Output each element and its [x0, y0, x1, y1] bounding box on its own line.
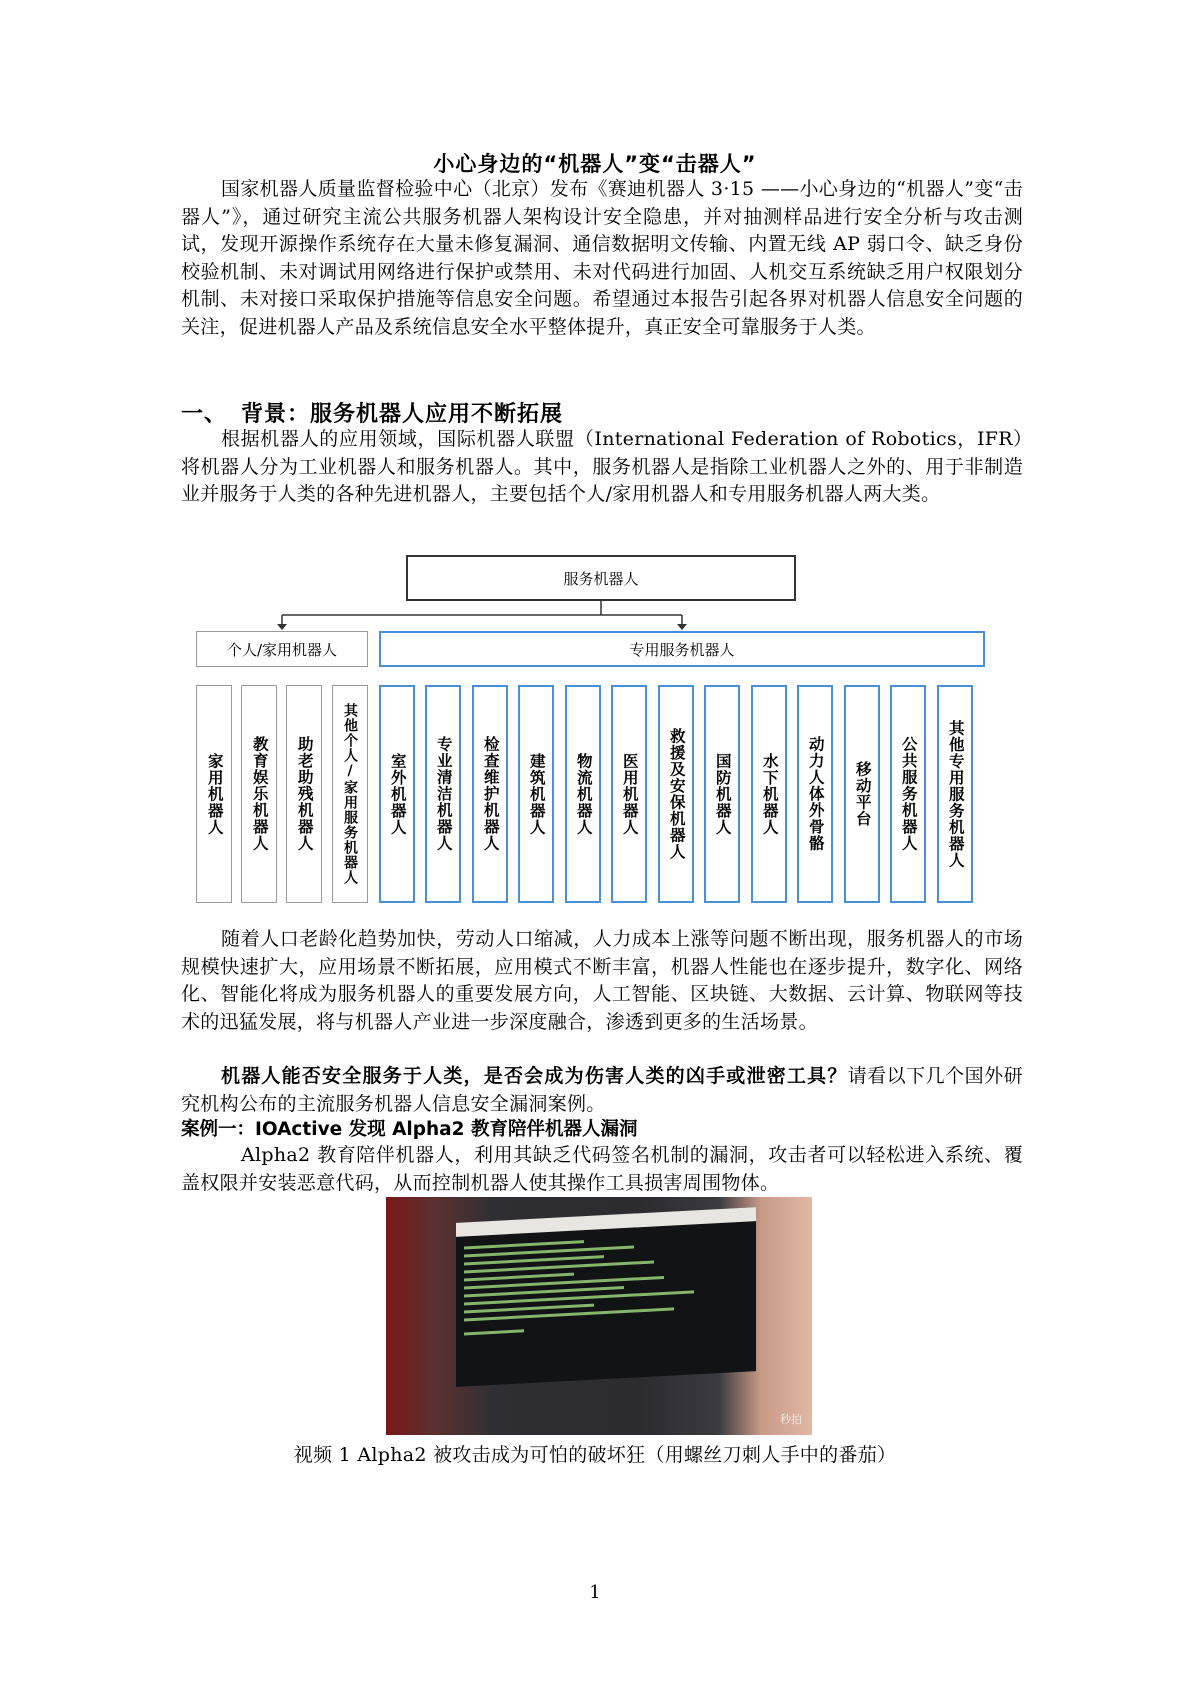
diagram-leaf: 建筑机器人	[518, 685, 554, 903]
diagram-leaf: 室外机器人	[379, 685, 415, 903]
laptop-screen	[456, 1207, 756, 1387]
diagram-leaf: 医用机器人	[611, 685, 647, 903]
case1-paragraph: Alpha2 教育陪伴机器人，利用其缺乏代码签名机制的漏洞，攻击者可以轻松进入系统、覆盖权限并安装恶意代码，从而控制机器人使其操作工具损害周围物体。	[181, 1144, 1023, 1194]
video-watermark: 秒拍	[780, 1413, 802, 1426]
diagram-leaf: 水下机器人	[751, 685, 787, 903]
diagram-leaf: 其他个人/家用服务机器人	[332, 685, 368, 903]
diagram-leaf: 家用机器人	[196, 685, 232, 903]
diagram-leaf: 教育娱乐机器人	[241, 685, 277, 903]
document-title: 小心身边的“机器人”变“击器人”	[433, 152, 757, 176]
intro-paragraph: 国家机器人质量监督检验中心（北京）发布《赛迪机器人 3·15 ——小心身边的“机器人”变“击器人”》，通过研究主流公共服务机器人架构设计安全隐患，并对抽测样品进行安全分析与攻击测试，发现开源操作系统存在大量未修复漏洞、通信数据明文传输、内置无线 AP 弱口令、缺乏身份校验机制、未对调试用网络进行保护或禁用、未对代码进行加固、人机交互系统缺乏用户权限划分机制、未对接口采取保护措施等信息安全问题。希望通过本报告引起各界对机器人信息安全问题的关注，促进机器人产品及系统信息安全水平整体提升，真正安全可靠服务于人类。	[181, 178, 1023, 338]
trend-paragraph: 随着人口老龄化趋势加快，劳动人口缩减，人力成本上涨等问题不断出现，服务机器人的市场规模快速扩大，应用场景不断拓展，应用模式不断丰富，机器人性能也在逐步提升，数字化、网络化、智能化将成为服务机器人的重要发展方向，人工智能、区块链、大数据、云计算、物联网等技术的迅猛发展，将与机器人产业进一步深度融合，渗透到更多的生活场景。	[181, 928, 1023, 1033]
section-heading	[181, 397, 563, 428]
service-robot-classification-diagram	[196, 552, 986, 912]
diagram-leaf: 物流机器人	[565, 685, 601, 903]
diagram-leaf: 其他专用服务机器人	[937, 685, 973, 903]
question-paragraph	[181, 1063, 1023, 1118]
diagram-leaf: 公共服务机器人	[890, 685, 926, 903]
diagram-leaf: 国防机器人	[704, 685, 740, 903]
diagram-personal-group: 个人/家用机器人	[196, 631, 368, 667]
video-caption: 视频 1 Alpha2 被攻击成为可怕的破坏狂（用螺丝刀刺人手中的番茄）	[293, 1444, 897, 1466]
diagram-leaf: 移动平台	[844, 685, 880, 903]
diagram-leaf: 动力人体外骨骼	[797, 685, 833, 903]
diagram-leaf: 救援及安保机器人	[658, 685, 694, 903]
background-paragraph: 根据机器人的应用领域，国际机器人联盟（International Federation of Robotics，IFR）将机器人分为工业机器人和服务机器人。其中，服务机器人是指除工业机器人之外的、用于非制造业并服务于人类的各种先进机器人，主要包括个人/家用机器人和专用服务机器人两大类。	[181, 428, 1023, 505]
question-bold-text: 机器人能否安全服务于人类，是否会成为伤害人类的凶手或泄密工具？	[221, 1065, 848, 1087]
diagram-root-box: 服务机器人	[406, 555, 796, 601]
case1-heading: 案例一：IOActive 发现 Alpha2 教育陪伴机器人漏洞	[181, 1119, 638, 1140]
video-thumbnail[interactable]	[386, 1197, 812, 1435]
diagram-leaf: 助老助残机器人	[286, 685, 322, 903]
question-rest-text: 请看以下几个国外研究机构公布的主流服务机器人信息安全漏洞案例。	[181, 1065, 1023, 1115]
diagram-leaf: 专业清洁机器人	[425, 685, 461, 903]
section-number: 一、	[181, 402, 228, 427]
section-heading-text: 背景：服务机器人应用不断拓展	[241, 402, 564, 427]
diagram-leaf: 检查维护机器人	[472, 685, 508, 903]
diagram-special-group: 专用服务机器人	[379, 631, 985, 667]
page-number: 1	[589, 1582, 601, 1603]
